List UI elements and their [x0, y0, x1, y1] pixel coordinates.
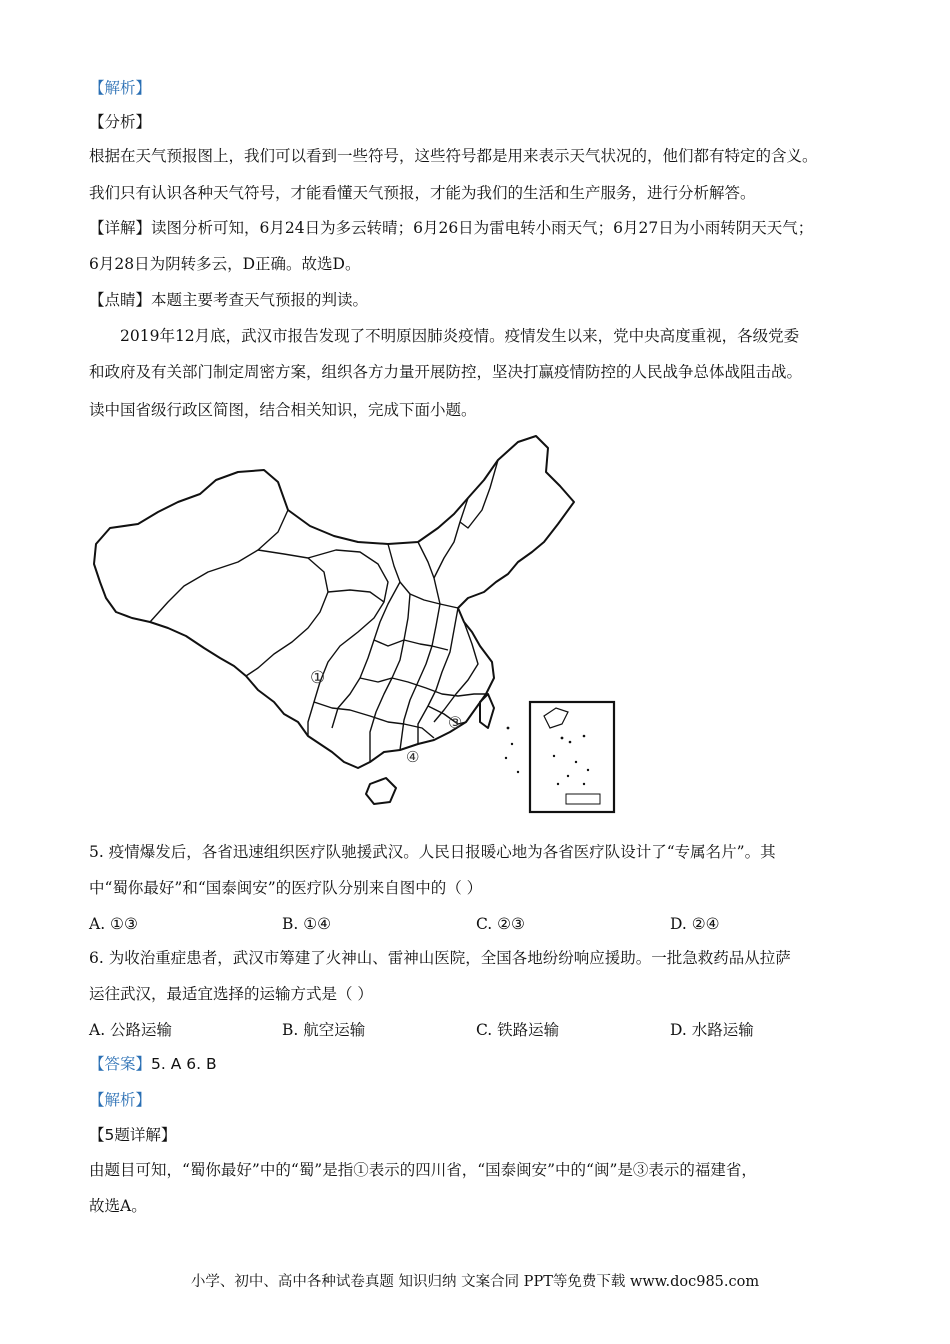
jiexi-tag-2: 【解析】	[89, 1091, 152, 1109]
province-border	[374, 640, 448, 650]
q5-option-a: A. ①③	[89, 915, 138, 933]
province-border	[246, 550, 328, 676]
q5-detail-tag: 【5题详解】	[89, 1126, 177, 1144]
q6-option-c: C. 铁路运输	[476, 1021, 560, 1039]
map-label-3: ③	[448, 713, 463, 732]
dianjing-tag: 【点睛】	[89, 291, 152, 309]
answer-text: 5. A 6. B	[151, 1055, 217, 1073]
taiwan-island	[480, 694, 494, 728]
q6-line-2: 运往武汉，最适宜选择的运输方式是（ ）	[89, 985, 373, 1003]
answer-line	[89, 1054, 217, 1074]
province-border	[150, 510, 288, 622]
fenxi-tag: 【分析】	[89, 113, 152, 131]
province-border	[460, 460, 498, 528]
answer-tag: 【答案】	[89, 1055, 152, 1073]
intro-line-2: 和政府及有关部门制定周密方案，组织各方力量开展防控，坚决打赢疫情防控的人民战争总体战阻击战。	[89, 363, 803, 381]
q5-detail-line-2: 故选A。	[89, 1197, 147, 1215]
q5-option-c: C. ②③	[476, 915, 525, 933]
intro-line-1: 2019年12月底，武汉市报告发现了不明原因肺炎疫情。疫情发生以来，党中央高度重视，各级党委	[120, 327, 800, 345]
q6-line-1: 6. 为收治重症患者，武汉市筹建了火神山、雷神山医院，全国各地纷纷响应援助。一批急救药品从拉萨	[89, 949, 791, 967]
map-label-1: ①	[310, 668, 326, 688]
intro-line-3: 读中国省级行政区简图，结合相关知识，完成下面小题。	[89, 401, 477, 419]
xiangjie-line-2: 6月28日为阴转多云，D正确。故选D。	[89, 255, 361, 273]
xiangjie-tag: 【详解】	[89, 219, 152, 237]
q5-option-b: B. ①④	[282, 915, 332, 933]
dianjing-text: 本题主要考查天气预报的判读。	[151, 291, 369, 309]
q5-line-2: 中“蜀你最好”和“国泰闽安”的医疗队分别来自图中的（ ）	[89, 879, 483, 897]
q6-option-d: D. 水路运输	[670, 1021, 754, 1039]
province-border	[332, 582, 400, 728]
fenxi-line-2: 我们只有认识各种天气符号，才能看懂天气预报，才能为我们的生活和生产服务，进行分析解答。	[89, 184, 756, 202]
q5-option-d: D. ②④	[670, 915, 720, 933]
province-border	[328, 590, 384, 602]
xiangjie-line-1	[89, 218, 813, 238]
q6-option-b: B. 航空运输	[282, 1021, 366, 1039]
province-border	[434, 622, 478, 722]
china-outline	[94, 436, 574, 768]
south-china-sea-inset	[530, 702, 614, 812]
province-border	[308, 550, 388, 736]
south-sea-islands	[505, 727, 519, 774]
province-border	[434, 498, 468, 578]
dianjing-line	[89, 290, 368, 310]
q5-detail-line-1: 由题目可知，“蜀你最好”中的“蜀”是指①表示的四川省，“国泰闽安”中的“闽”是③表示的福建省，	[89, 1161, 757, 1179]
xiangjie-text-1: 读图分析可知，6月24日为多云转晴；6月26日为雷电转小雨天气；6月27日为小雨转阴天天气；	[151, 219, 814, 237]
q6-option-a: A. 公路运输	[89, 1021, 173, 1039]
fenxi-line-1: 根据在天气预报图上，我们可以看到一些符号，这些符号都是用来表示天气状况的，他们都有特定的含义。	[89, 147, 818, 165]
jiexi-tag-1: 【解析】	[89, 79, 152, 97]
hainan-island	[366, 778, 396, 804]
footer-text: 小学、初中、高中各种试卷真题 知识归纳 文案合同 PPT等免费下载 www.doc985.com	[190, 1274, 760, 1290]
map-label-4: ④	[406, 748, 420, 766]
q5-line-1: 5. 疫情爆发后，各省迅速组织医疗队驰援武汉。人民日报暖心地为各省医疗队设计了“专属名片”。其	[89, 843, 776, 861]
china-province-map	[88, 432, 628, 818]
